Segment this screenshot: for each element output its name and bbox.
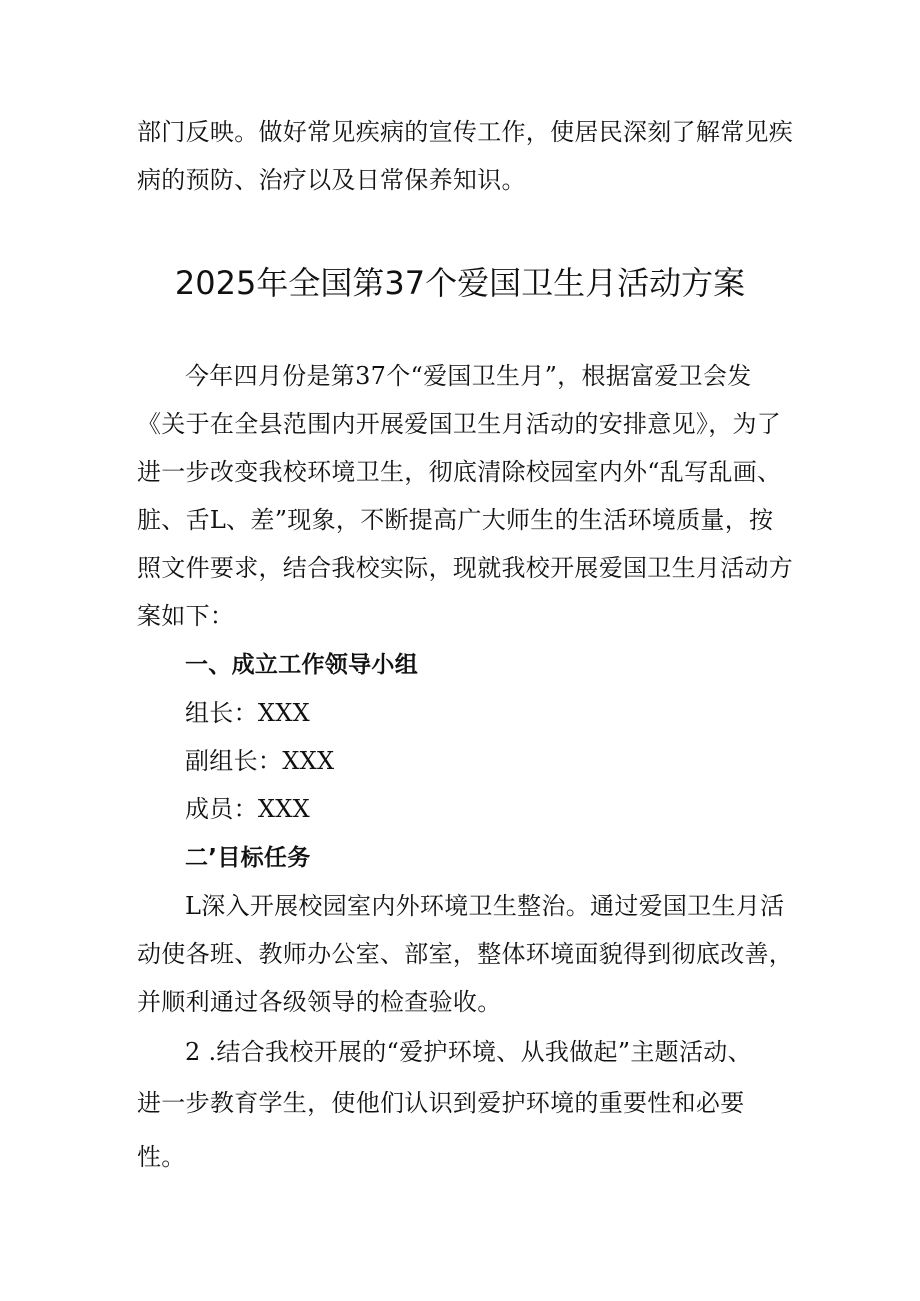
paragraph-line: 照文件要求，结合我校实际，现就我校开展爱国卫生月活动方 (137, 554, 794, 582)
leader-line: 组长：XXX (185, 699, 311, 727)
paragraph-line: 部门反映。做好常见疾病的宣传工作，使居民深刻了解常见疾 (137, 118, 794, 146)
paragraph-line: 案如下： (137, 602, 235, 630)
paragraph-line: 进一步教育学生，使他们认识到爱护环境的重要性和必要 (137, 1089, 745, 1117)
section-heading: 一、成立工作领导小组 (185, 652, 418, 678)
paragraph-line: L深入开展校园室内外环境卫生整治。通过爱国卫生月活 (185, 892, 785, 920)
document-title: 2025年全国第37个爱国卫生月活动方案 (174, 264, 746, 302)
paragraph-line: 进一步改变我校环境卫生，彻底清除校园室内外“乱写乱画、 (137, 458, 782, 486)
paragraph-line: 性。 (137, 1143, 186, 1171)
paragraph-line: 今年四月份是第37个“爱国卫生月”，根据富爱卫会发 (185, 362, 752, 390)
members-line: 成员：XXX (185, 795, 311, 823)
paragraph-line: 脏、舌L、差”现象，不断提高广大师生的生活环境质量，按 (137, 506, 774, 534)
paragraph-line: 病的预防、治疗以及日常保养知识。 (137, 166, 526, 194)
paragraph-line: 《关于在全县范围内开展爱国卫生月活动的安排意见》，为了 (137, 410, 782, 438)
deputy-leader-line: 副组长：XXX (185, 747, 335, 775)
paragraph-line: 并顺利通过各级领导的检查验收。 (137, 988, 502, 1016)
paragraph-line: 动使各班、教师办公室、部室，整体环境面貌得到彻底改善， (137, 940, 794, 968)
paragraph-line: 2 .结合我校开展的“爱护环境、从我做起”主题活动、 (185, 1038, 752, 1066)
section-heading: 二’目标任务 (185, 845, 311, 871)
